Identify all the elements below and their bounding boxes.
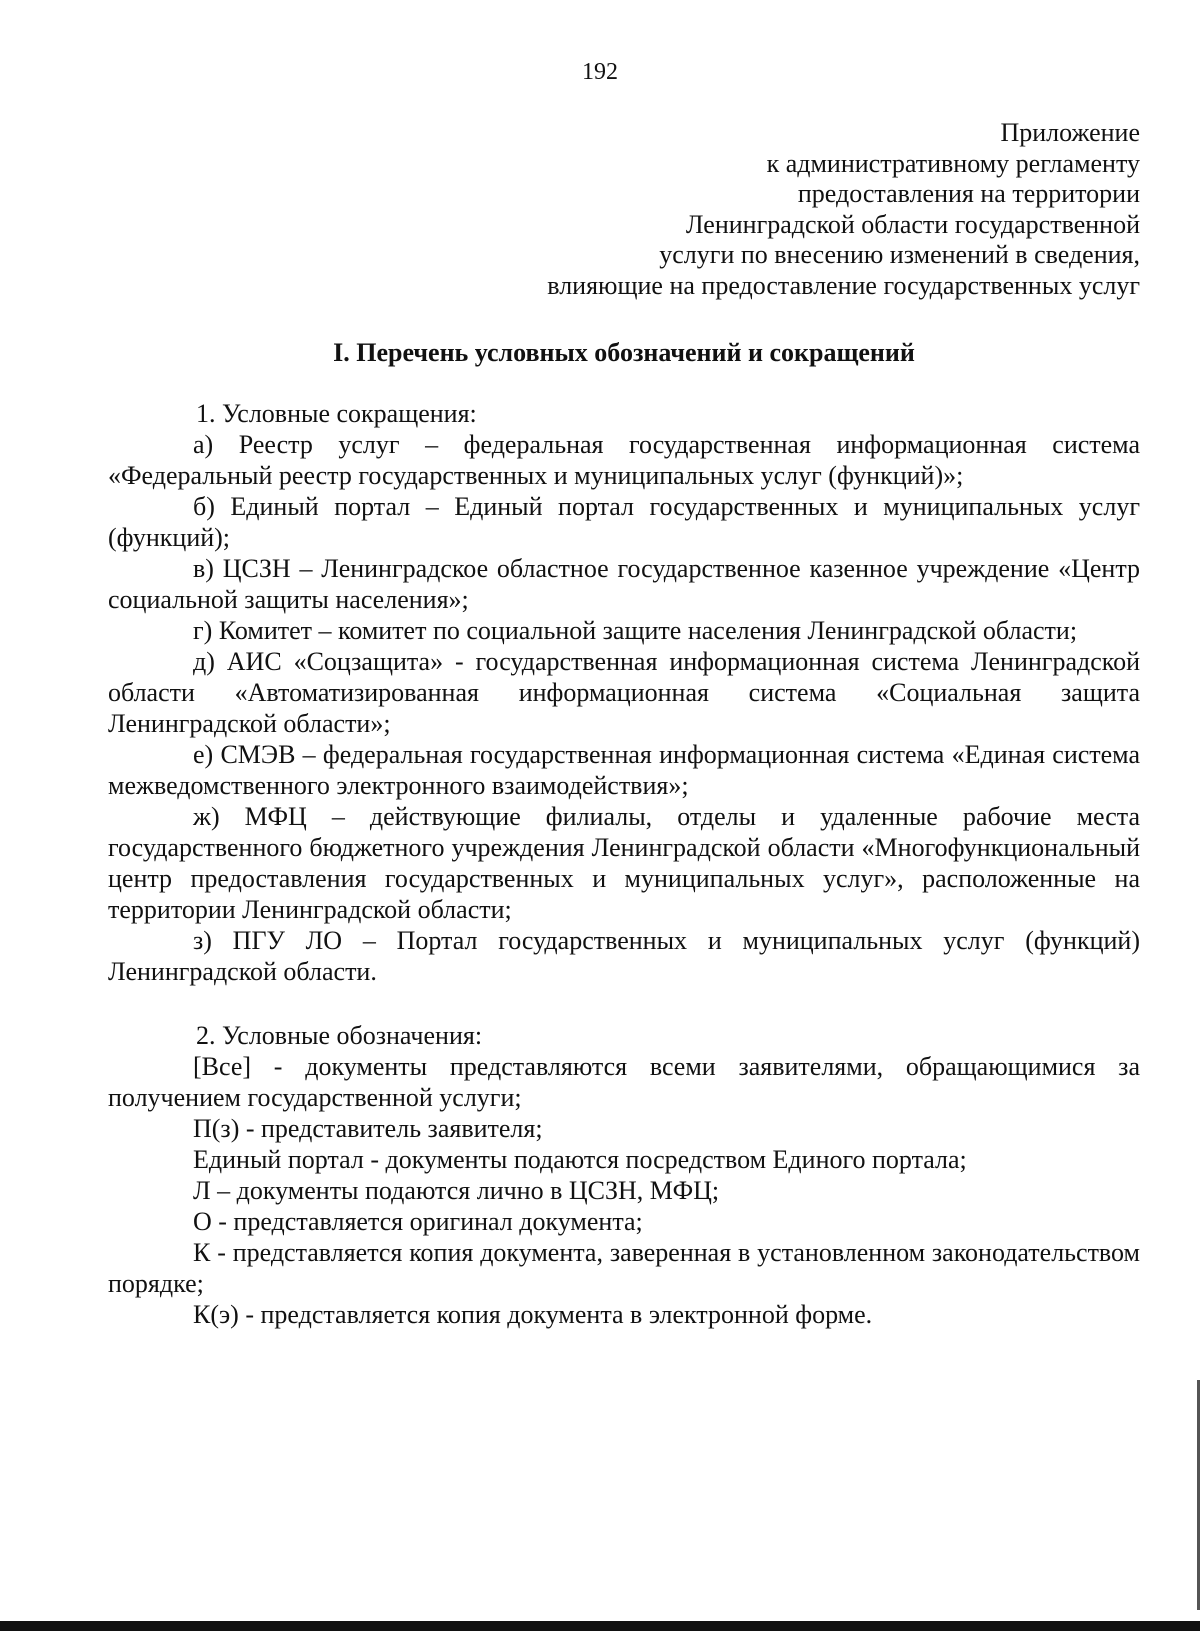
abbreviation-item: з) ПГУ ЛО – Портал государственных и муниципальных услуг (функций) Ленинградской области.	[108, 926, 1140, 986]
designation-item: Л – документы подаются лично в ЦСЗН, МФЦ;	[193, 1176, 720, 1205]
designation-item: П(з) - представитель заявителя;	[193, 1114, 543, 1143]
appendix-line: Ленинградской области государственной	[685, 209, 1140, 239]
designation-item: К(э) - представляется копия документа в электронной форме.	[193, 1300, 873, 1329]
designation-item: О - представляется оригинал документа;	[193, 1207, 643, 1236]
appendix-line: услуги по внесению изменений в сведения,	[659, 240, 1140, 269]
designation-item: К - представляется копия документа, заверенная в установленном законодательством порядке;	[108, 1238, 1140, 1298]
abbreviation-item: б) Единый портал – Единый портал государственных и муниципальных услуг (функций);	[108, 492, 1140, 552]
designations-heading: 2. Условные обозначения:	[196, 1021, 483, 1050]
abbreviation-item: г) Комитет – комитет по социальной защите населения Ленинградской области;	[193, 616, 1078, 645]
designation-item: Единый портал - документы подаются посредством Единого портала;	[193, 1145, 967, 1174]
abbreviation-item: е) СМЭВ – федеральная государственная информационная система «Единая система межведомственного электронного взаимодействия»;	[108, 740, 1140, 800]
document-body	[108, 398, 1140, 1330]
abbreviation-item: ж) МФЦ – действующие филиалы, отделы и удаленные рабочие места государственного бюджетного учреждения Ленинградской области «Многофункциональный центр предоставления государственных и муниципальных услуг», расположенные на территории Ленинградской области;	[108, 802, 1140, 924]
paragraph-gap	[108, 987, 1140, 1020]
page-number: 192	[582, 59, 618, 85]
designation-item: [Все] - документы представляются всеми заявителями, обращающимися за получением государственной услуги;	[108, 1052, 1140, 1112]
abbreviation-item: а) Реестр услуг – федеральная государственная информационная система «Федеральный реестр государственных и муниципальных услуг (функций)»;	[108, 430, 1140, 490]
abbreviation-item: в) ЦСЗН – Ленинградское областное государственное казенное учреждение «Центр социальной защиты населения»;	[108, 554, 1140, 614]
appendix-line: влияющие на предоставление государственных услуг	[547, 270, 1140, 300]
appendix-line: Приложение	[1000, 118, 1140, 147]
appendix-line: предоставления на территории	[797, 179, 1140, 208]
abbreviation-item: д) АИС «Соцзащита» - государственная информационная система Ленинградской области «Автоматизированная информационная система «Социальная защита Ленинградской области»;	[108, 647, 1140, 738]
scan-bottom-border	[0, 1621, 1200, 1631]
appendix-header	[380, 118, 1140, 301]
abbreviations-heading: 1. Условные сокращения:	[196, 399, 477, 428]
section-title: I. Перечень условных обозначений и сокращений	[333, 338, 915, 367]
appendix-line: к административному регламенту	[766, 148, 1140, 178]
